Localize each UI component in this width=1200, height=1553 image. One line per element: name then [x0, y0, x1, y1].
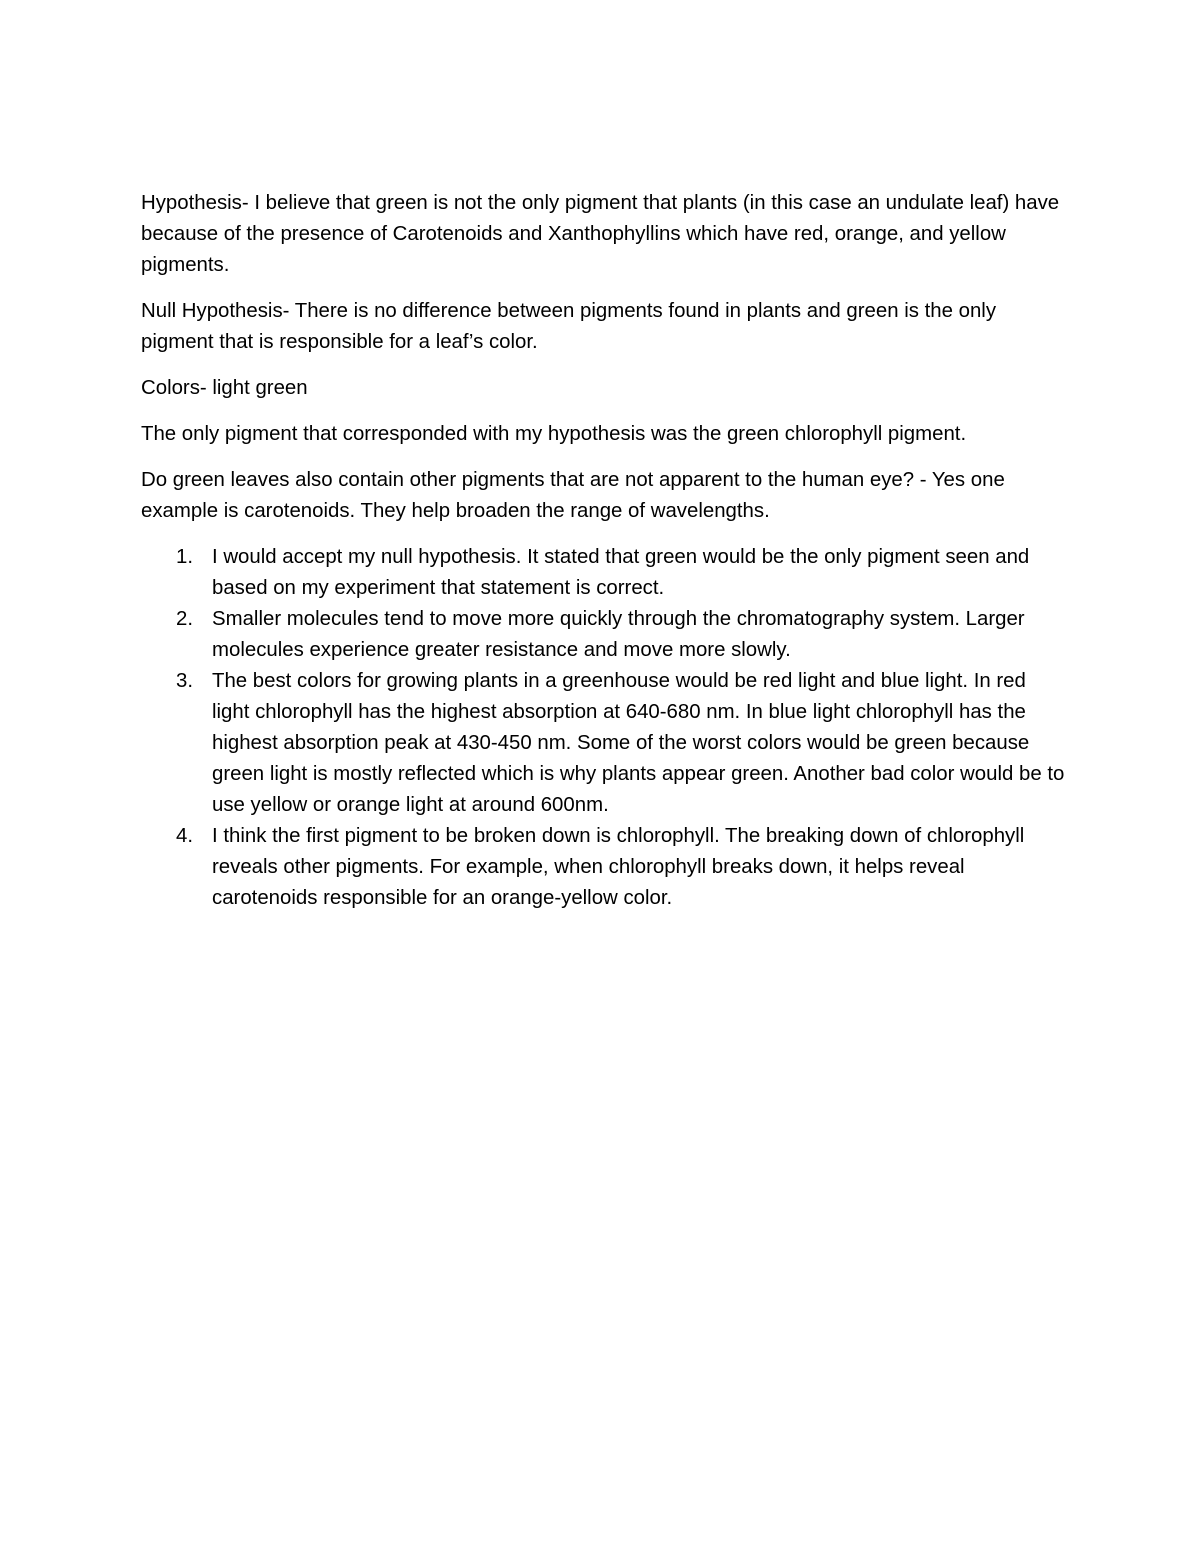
document-body	[141, 188, 1066, 914]
hypothesis-paragraph: Hypothesis- I believe that green is not the only pigment that plants (in this case an undulate leaf) have because of the presence of Carotenoids and Xanthophyllins which have red, orange, and yellow pigments.	[141, 192, 1060, 276]
pigment-result-paragraph: The only pigment that corresponded with my hypothesis was the green chlorophyll pigment.	[141, 423, 967, 445]
list-item	[141, 542, 1066, 604]
list-item-text: I would accept my null hypothesis. It stated that green would be the only pigment seen and based on my experiment that statement is correct.	[212, 546, 1030, 599]
list-item-text: The best colors for growing plants in a greenhouse would be red light and blue light. In red light chlorophyll has the highest absorption at 640-680 nm. In blue light chlorophyll has the highest absorption peak at 430-450 nm. Some of the worst colors would be green because green light is mostly reflected which is why plants appear green. Another bad color would be to use yellow or orange light at around 600nm.	[212, 670, 1065, 816]
list-item-number: 2.	[176, 608, 194, 630]
null-hypothesis-paragraph: Null Hypothesis- There is no difference between pigments found in plants and green is the only pigment that is responsible for a leaf’s color.	[141, 300, 997, 353]
list-item-number: 1.	[176, 546, 194, 568]
list-item	[141, 821, 1066, 914]
list-item-text: I think the first pigment to be broken down is chlorophyll. The breaking down of chlorophyll reveals other pigments. For example, when chlorophyll breaks down, it helps reveal carotenoids responsible for an orange-yellow color.	[212, 825, 1025, 909]
list-item-text: Smaller molecules tend to move more quickly through the chromatography system. Larger molecules experience greater resistance and move more slowly.	[212, 608, 1025, 661]
list-item-number: 4.	[176, 825, 194, 847]
list-item	[141, 666, 1066, 821]
list-item	[141, 604, 1066, 666]
answers-list	[141, 542, 1066, 914]
list-item-number: 3.	[176, 670, 194, 692]
colors-paragraph: Colors- light green	[141, 377, 308, 399]
other-pigments-paragraph: Do green leaves also contain other pigments that are not apparent to the human eye? - Yes one example is carotenoids. They help broaden the range of wavelengths.	[141, 469, 1005, 522]
